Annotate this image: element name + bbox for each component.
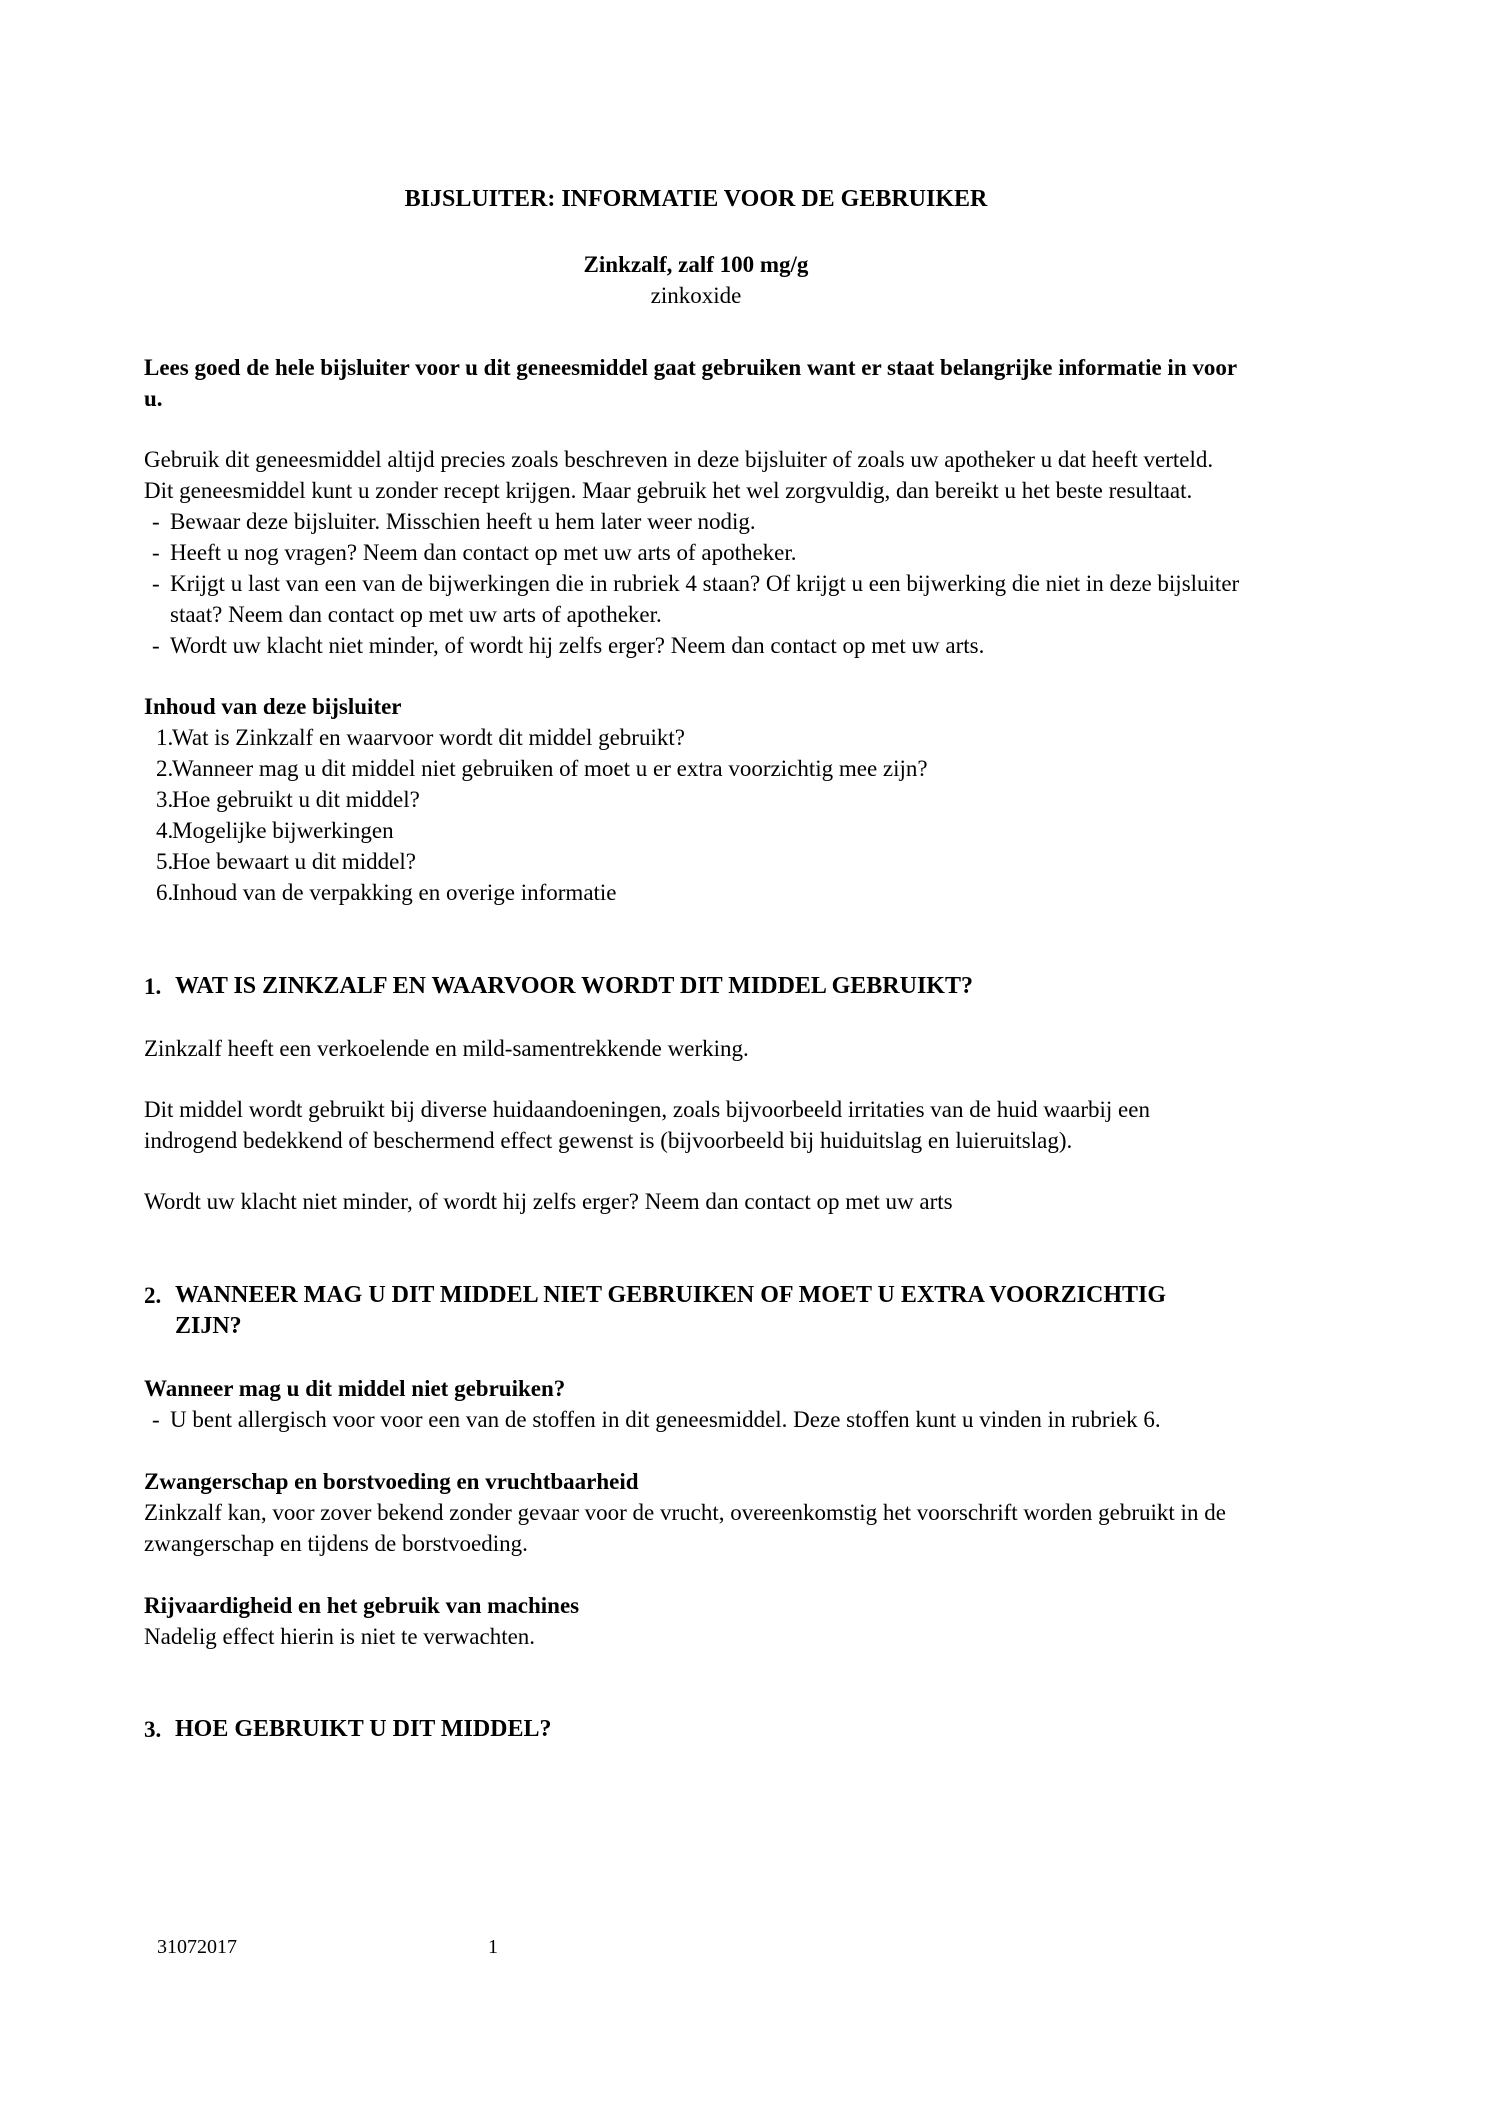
toc-item xyxy=(144,753,1248,784)
toc-item-number: 4. xyxy=(156,818,174,843)
toc-item xyxy=(144,877,1248,908)
toc-item-label: Wanneer mag u dit middel niet gebruiken of moet u er extra voorzichtig mee zijn? xyxy=(172,756,928,781)
list-item-text: Wordt uw klacht niet minder, of wordt hij zelfs erger? Neem dan contact op met uw arts. xyxy=(170,633,985,658)
section-heading-text: WAT IS ZINKZALF EN WAARVOOR WORDT DIT MIDDEL GEBRUIKT? xyxy=(175,973,973,999)
toc-item xyxy=(144,722,1248,753)
dash-bullet: - xyxy=(152,1407,160,1432)
leaflet-content xyxy=(144,0,1248,1745)
section-number: 3. xyxy=(144,1717,162,1742)
list-item-text: Heeft u nog vragen? Neem dan contact op met uw arts of apotheker. xyxy=(170,540,797,565)
section-1-paragraph: Dit middel wordt gebruikt bij diverse huidaandoeningen, zoals bijvoorbeeld irritaties van de huid waarbij een indrogend bedekkend of beschermend effect gewenst is (bijvoorbeeld bij huiduitslag en luieruitslag). xyxy=(144,1097,1150,1153)
toc-item-number: 1. xyxy=(156,725,174,750)
list-item xyxy=(144,568,1248,630)
toc-item-label: Wat is Zinkzalf en waarvoor wordt dit middel gebruikt? xyxy=(172,725,685,750)
section-heading-text: HOE GEBRUIKT U DIT MIDDEL? xyxy=(175,1716,552,1742)
toc-item-number: 6. xyxy=(156,880,174,905)
toc-item xyxy=(144,846,1248,877)
subsection-paragraph: Zinkzalf kan, voor zover bekend zonder gevaar voor de vrucht, overeenkomstig het voorschrift worden gebruikt in de zwangerschap en tijdens de borstvoeding. xyxy=(144,1500,1226,1556)
intro-bullet-list xyxy=(144,506,1248,661)
toc-item xyxy=(144,784,1248,815)
toc-item-label: Inhoud van de verpakking en overige informatie xyxy=(172,880,617,905)
page-title: BIJSLUITER: INFORMATIE VOOR DE GEBRUIKER xyxy=(404,186,988,212)
footer-page-number: 1 xyxy=(488,1936,498,1958)
list-item xyxy=(144,630,1248,661)
product-name: Zinkzalf, zalf 100 mg/g xyxy=(583,252,809,277)
section-number: 2. xyxy=(144,1283,162,1308)
list-item-text: Krijgt u last van een van de bijwerkingen die in rubriek 4 staan? Of krijgt u een bijwerking die niet in deze bijsluiter staat? Neem dan contact op met uw arts of apotheker. xyxy=(170,571,1240,627)
subsection-heading: Wanneer mag u dit middel niet gebruiken? xyxy=(144,1376,566,1401)
subsection-heading: Zwangerschap en borstvoeding en vruchtbaarheid xyxy=(144,1469,639,1494)
footer-date: 31072017 xyxy=(157,1936,237,1958)
usage-paragraph: Gebruik dit geneesmiddel altijd precies zoals beschreven in deze bijsluiter of zoals uw apotheker u dat heeft verteld. Dit geneesmiddel kunt u zonder recept krijgen. Maar gebruik het wel zorgvuldig, dan bereikt u het beste resultaat. xyxy=(144,447,1214,503)
contraindication-bullet-list xyxy=(144,1404,1248,1435)
section-1-heading xyxy=(144,971,1225,1002)
read-notice: Lees goed de hele bijsluiter voor u dit geneesmiddel gaat gebruiken want er staat belangrijke informatie in voor u. xyxy=(144,355,1237,411)
toc-item-label: Hoe gebruikt u dit middel? xyxy=(172,787,420,812)
toc-item-number: 2. xyxy=(156,756,174,781)
list-item-text: U bent allergisch voor voor een van de stoffen in dit geneesmiddel. Deze stoffen kunt u vinden in rubriek 6. xyxy=(170,1407,1161,1432)
section-1-paragraph: Zinkzalf heeft een verkoelende en mild-samentrekkende werking. xyxy=(144,1036,749,1061)
section-1-paragraph: Wordt uw klacht niet minder, of wordt hij zelfs erger? Neem dan contact op met uw arts xyxy=(144,1189,953,1214)
list-item xyxy=(144,506,1248,537)
dash-bullet: - xyxy=(152,509,160,534)
toc-item-number: 5. xyxy=(156,849,174,874)
toc-item-number: 3. xyxy=(156,787,174,812)
section-heading-text: WANNEER MAG U DIT MIDDEL NIET GEBRUIKEN OF MOET U EXTRA VOORZICHTIG ZIJN? xyxy=(175,1282,1167,1339)
toc-item-label: Mogelijke bijwerkingen xyxy=(172,818,394,843)
section-2-heading xyxy=(144,1280,1225,1342)
page-footer xyxy=(157,1934,1257,1960)
active-substance: zinkoxide xyxy=(650,283,742,308)
toc-item-label: Hoe bewaart u dit middel? xyxy=(172,849,416,874)
toc-heading: Inhoud van deze bijsluiter xyxy=(144,694,402,719)
list-item xyxy=(144,1404,1248,1435)
list-item-text: Bewaar deze bijsluiter. Misschien heeft u hem later weer nodig. xyxy=(170,509,756,534)
toc-list xyxy=(144,722,1248,908)
toc-item xyxy=(144,815,1248,846)
section-number: 1. xyxy=(144,974,162,999)
subsection-paragraph: Nadelig effect hierin is niet te verwachten. xyxy=(144,1624,536,1649)
dash-bullet: - xyxy=(152,633,160,658)
dash-bullet: - xyxy=(152,540,160,565)
list-item xyxy=(144,537,1248,568)
dash-bullet: - xyxy=(152,571,160,596)
section-3-heading xyxy=(144,1714,1225,1745)
subsection-heading: Rijvaardigheid en het gebruik van machines xyxy=(144,1593,580,1618)
